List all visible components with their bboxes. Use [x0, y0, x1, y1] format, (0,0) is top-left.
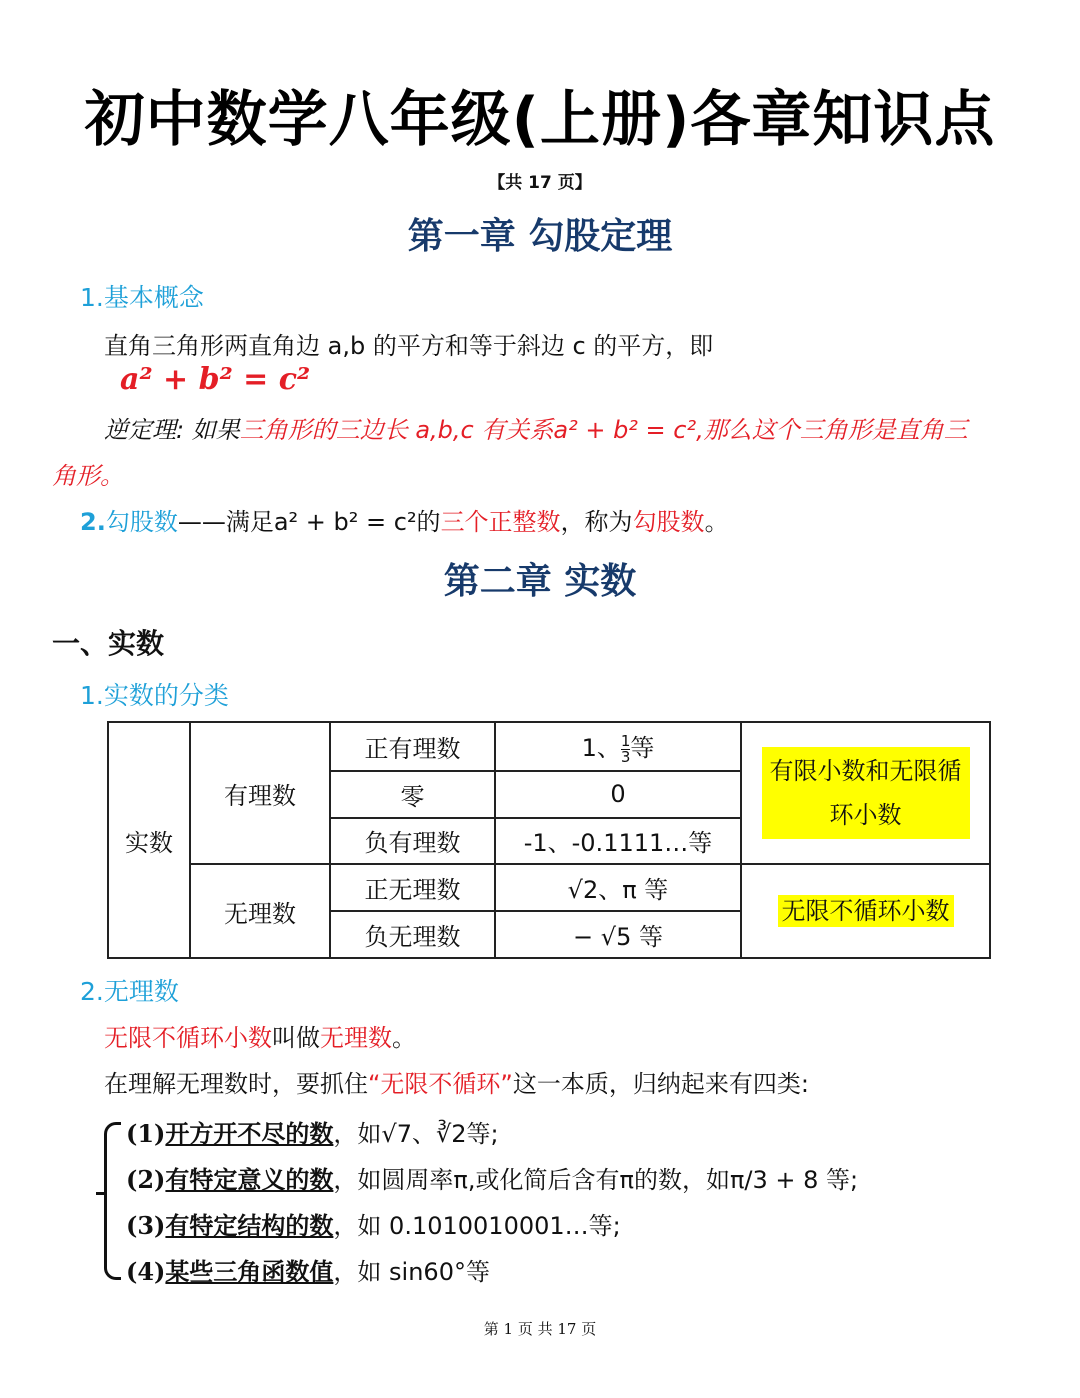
pythagorean-triples: [80, 502, 729, 537]
definition-mid: 叫做: [272, 1024, 320, 1052]
section2-term: 勾股数: [105, 508, 178, 536]
section2-after: ，称为: [560, 508, 633, 536]
irrational-definition: [104, 1018, 416, 1053]
section2-end: 。: [704, 508, 729, 536]
cell-negative-rational-example: -1、-0.1111…等: [495, 818, 741, 865]
intro-part-a: 在理解无理数时，要抓住: [104, 1070, 368, 1098]
chapter1-definition: 直角三角形两直角边 a,b 的平方和等于斜边 c 的平方，即: [104, 332, 714, 360]
cell-rational: 有理数: [190, 722, 330, 864]
page-count: 【共 17 页】: [488, 173, 592, 193]
document-title: 初中数学八年级(上册)各章知识点: [84, 85, 996, 155]
part1-heading: 一、实数: [52, 627, 165, 660]
item-rest: ，如圆周率π,或化简后含有π的数，如π/3 + 8 等;: [333, 1166, 859, 1194]
cell-zero-example: 0: [495, 771, 741, 818]
item-term: 某些三角函数值: [165, 1258, 334, 1286]
section2-mid: ——满足a² + b² = c²的: [177, 508, 441, 536]
chapter1-section1-title: 1.基本概念: [80, 283, 204, 312]
cell-negative-irrational-example: − √5 等: [495, 911, 741, 958]
converse-label: 逆定理: 如果: [104, 416, 240, 444]
irrational-type-3: [126, 1206, 621, 1241]
chapter2-title: 第二章 实数: [443, 561, 637, 602]
denominator: 3: [620, 747, 631, 766]
irrational-type-1: [126, 1114, 499, 1149]
cell-positive-irrational-example: √2、π 等: [495, 864, 741, 911]
cell-positive-irrational: 正无理数: [330, 864, 495, 911]
converse-theorem-end: 角形。: [52, 462, 124, 490]
list-brace-tip: [96, 1192, 106, 1195]
irrational-note-highlight: 无限不循环小数: [778, 895, 954, 927]
cell-negative-rational: 负有理数: [330, 818, 495, 865]
irrational-type-2: [126, 1160, 858, 1195]
intro-part-b: 这一本质，归纳起来有四类:: [512, 1070, 809, 1098]
numerator: 1: [620, 731, 631, 750]
cell-zero: 零: [330, 771, 495, 818]
chapter2-section1-title: 1.实数的分类: [80, 681, 229, 710]
pythagorean-formula: a² + b² = c²: [120, 362, 311, 397]
page-footer: 第 1 页 共 17 页: [483, 1320, 597, 1338]
cell-irrational-note: [741, 864, 990, 958]
item-number: (1): [126, 1119, 166, 1148]
section2-red2: 勾股数: [632, 508, 705, 536]
converse-statement: 三角形的三边长 a,b,c 有关系a² + b² = c²,那么这个三角形是直角三: [239, 416, 968, 444]
cell-real: 实数: [108, 722, 190, 958]
fraction-one-third: [620, 731, 631, 766]
cell-irrational: 无理数: [190, 864, 330, 958]
definition-term2: 无理数: [320, 1024, 392, 1052]
chapter1-title: 第一章 勾股定理: [407, 216, 673, 257]
cell-negative-irrational: 负无理数: [330, 911, 495, 958]
item-term: 开方开不尽的数: [165, 1120, 334, 1148]
definition-term: 无限不循环小数: [104, 1024, 272, 1052]
section2-red: 三个正整数: [440, 508, 561, 536]
definition-end: 。: [392, 1024, 416, 1052]
item-number: (4): [126, 1257, 166, 1286]
irrational-intro: [104, 1064, 809, 1099]
item-number: (3): [126, 1211, 166, 1240]
real-number-classification-table: [107, 721, 991, 959]
irrational-type-4: [126, 1252, 490, 1287]
item-number: (2): [126, 1165, 166, 1194]
chapter2-section2-title: 2.无理数: [80, 977, 179, 1006]
converse-theorem: [104, 410, 968, 445]
example-prefix: 1、: [581, 734, 621, 763]
cell-positive-rational: 正有理数: [330, 722, 495, 771]
item-term: 有特定意义的数: [165, 1166, 334, 1194]
item-term: 有特定结构的数: [165, 1212, 334, 1240]
rational-note-highlight: 有限小数和无限循环小数: [762, 747, 970, 839]
cell-rational-note: [741, 722, 990, 864]
list-brace: [104, 1122, 121, 1280]
example-suffix: 等: [630, 734, 655, 763]
section2-number: 2.: [80, 508, 106, 536]
item-rest: ，如 0.1010010001…等;: [333, 1212, 621, 1240]
item-rest: ，如√7、∛2等;: [333, 1120, 499, 1148]
item-rest: ，如 sin60°等: [333, 1258, 490, 1286]
cell-positive-rational-example: [495, 722, 741, 771]
intro-highlight: “无限不循环”: [368, 1070, 513, 1098]
